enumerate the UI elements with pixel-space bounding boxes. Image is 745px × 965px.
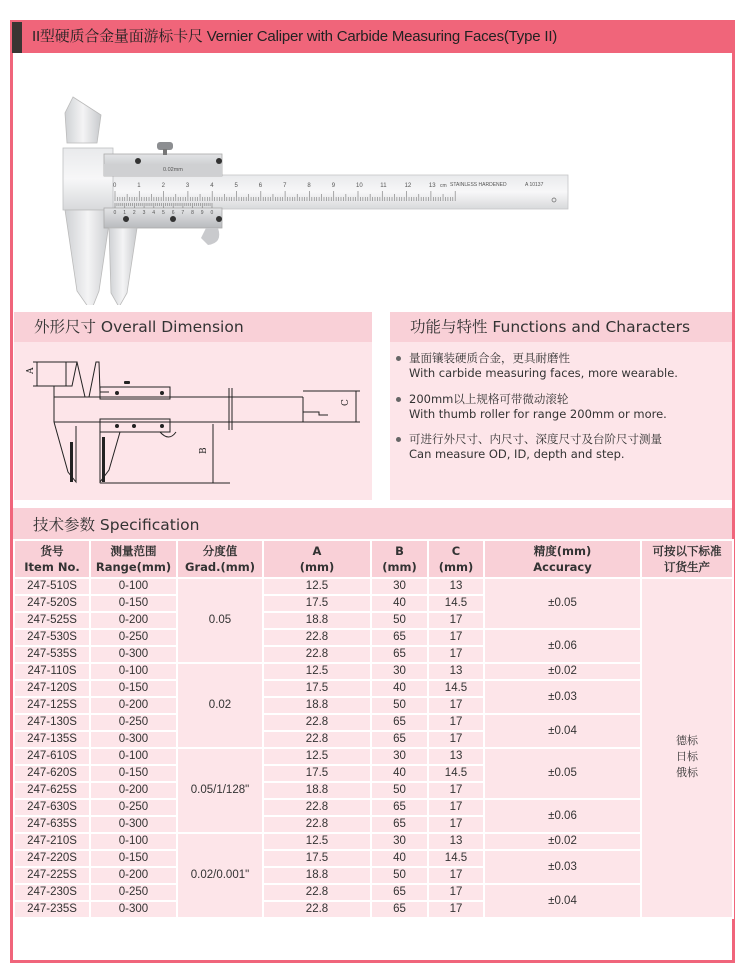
upper-fixed-jaw xyxy=(65,97,101,143)
vernier-scale-number: 7 xyxy=(181,210,185,216)
cell-b: 50 xyxy=(371,782,428,799)
cell-c: 17 xyxy=(428,697,484,714)
feature-zh: 200mm以上规格可带微动滚轮 xyxy=(409,392,569,406)
col-header-range: 测量范围 Range(mm) xyxy=(90,540,177,578)
cell-b: 65 xyxy=(371,629,428,646)
cell-a: 18.8 xyxy=(263,697,371,714)
cell-b: 65 xyxy=(371,646,428,663)
cell-grad: 0.05 xyxy=(177,578,263,663)
cell-c: 17 xyxy=(428,816,484,833)
cell-item-no: 247-530S xyxy=(14,629,90,646)
cell-c: 17 xyxy=(428,629,484,646)
cell-range: 0-250 xyxy=(90,799,177,816)
cell-a: 18.8 xyxy=(263,867,371,884)
vernier-scale-number: 0 xyxy=(113,210,117,216)
cell-a: 17.5 xyxy=(263,595,371,612)
cell-b: 30 xyxy=(371,663,428,680)
thumb-roller xyxy=(157,142,173,150)
cell-a: 17.5 xyxy=(263,850,371,867)
cell-range: 0-150 xyxy=(90,680,177,697)
feature-en: With carbide measuring faces, more wearable. xyxy=(409,366,678,380)
vernier-scale-number: 2 xyxy=(132,210,136,216)
cell-accuracy: ±0.04 xyxy=(484,884,641,918)
cell-range: 0-300 xyxy=(90,731,177,748)
cell-item-no: 247-225S xyxy=(14,867,90,884)
cell-range: 0-200 xyxy=(90,782,177,799)
vernier-scale-number: 4 xyxy=(152,210,156,216)
bullet-icon xyxy=(396,356,401,361)
cell-c: 13 xyxy=(428,663,484,680)
scale-unit: cm xyxy=(440,183,447,189)
cell-a: 17.5 xyxy=(263,765,371,782)
col-header-grad: 分度值 Grad.(mm) xyxy=(177,540,263,578)
product-photo xyxy=(13,53,732,305)
col-header-c: C (mm) xyxy=(428,540,484,578)
feature-en: Can measure OD, ID, depth and step. xyxy=(409,447,625,461)
cell-grad: 0.02 xyxy=(177,663,263,748)
cell-item-no: 247-525S xyxy=(14,612,90,629)
cell-a: 12.5 xyxy=(263,833,371,850)
main-scale-number: 5 xyxy=(234,183,238,189)
cell-c: 13 xyxy=(428,748,484,765)
table-row xyxy=(14,799,733,816)
main-scale-number: 8 xyxy=(307,183,311,189)
cell-item-no: 247-535S xyxy=(14,646,90,663)
cell-c: 17 xyxy=(428,646,484,663)
cell-b: 40 xyxy=(371,680,428,697)
cell-b: 30 xyxy=(371,748,428,765)
vernier-scale-number: 3 xyxy=(142,210,146,216)
main-scale-number: 1 xyxy=(137,183,141,189)
main-scale-number: 13 xyxy=(428,183,436,189)
vernier-scale-number: 9 xyxy=(200,210,204,216)
main-scale-number: 10 xyxy=(356,183,363,189)
col-header-standard: 可按以下标准 订货生产 xyxy=(641,540,733,578)
col-header-a: A (mm) xyxy=(263,540,371,578)
cell-a: 12.5 xyxy=(263,578,371,595)
standard-label: 德标 xyxy=(676,734,698,747)
table-row xyxy=(14,680,733,697)
bullet-icon xyxy=(396,397,401,402)
cell-range: 0-100 xyxy=(90,833,177,850)
title-bar xyxy=(10,20,735,53)
standard-label: 俄标 xyxy=(676,766,698,779)
cell-standards xyxy=(641,578,733,918)
vernier-scale-number: 8 xyxy=(191,210,194,216)
table-row xyxy=(14,629,733,646)
cell-item-no: 247-210S xyxy=(14,833,90,850)
cell-c: 17 xyxy=(428,612,484,629)
cell-b: 65 xyxy=(371,731,428,748)
cell-accuracy: ±0.03 xyxy=(484,850,641,884)
feature-zh: 量面镶装硬质合金，更具耐磨性 xyxy=(409,351,570,365)
table-header-row xyxy=(14,540,733,578)
cell-b: 40 xyxy=(371,595,428,612)
cell-b: 50 xyxy=(371,697,428,714)
cell-grad: 0.02/0.001" xyxy=(177,833,263,918)
cell-b: 65 xyxy=(371,901,428,918)
col-header-item: 货号 Item No. xyxy=(14,540,90,578)
cell-c: 17 xyxy=(428,782,484,799)
feature-item xyxy=(396,392,667,422)
cell-range: 0-100 xyxy=(90,578,177,595)
cell-accuracy: ±0.04 xyxy=(484,714,641,748)
engraving-text: STAINLESS HARDENED xyxy=(450,182,507,188)
cell-item-no: 247-620S xyxy=(14,765,90,782)
cell-b: 65 xyxy=(371,816,428,833)
cell-b: 65 xyxy=(371,714,428,731)
cell-b: 65 xyxy=(371,799,428,816)
cell-item-no: 247-135S xyxy=(14,731,90,748)
main-scale-number: 11 xyxy=(380,183,387,189)
cell-b: 40 xyxy=(371,765,428,782)
table-row xyxy=(14,850,733,867)
cell-item-no: 247-110S xyxy=(14,663,90,680)
cell-c: 14.5 xyxy=(428,680,484,697)
cell-c: 17 xyxy=(428,901,484,918)
cell-range: 0-200 xyxy=(90,697,177,714)
vernier-label: 0.02mm xyxy=(163,167,183,173)
cell-accuracy: ±0.06 xyxy=(484,629,641,663)
cell-range: 0-300 xyxy=(90,901,177,918)
cell-item-no: 247-610S xyxy=(14,748,90,765)
cell-c: 14.5 xyxy=(428,850,484,867)
standard-label: 日标 xyxy=(676,750,698,763)
cell-b: 30 xyxy=(371,578,428,595)
vernier-scale-number: 1 xyxy=(123,210,126,216)
cell-c: 14.5 xyxy=(428,765,484,782)
cell-range: 0-200 xyxy=(90,867,177,884)
cell-item-no: 247-630S xyxy=(14,799,90,816)
cell-item-no: 247-220S xyxy=(14,850,90,867)
cell-range: 0-100 xyxy=(90,663,177,680)
cell-c: 13 xyxy=(428,578,484,595)
cell-b: 40 xyxy=(371,850,428,867)
main-scale-number: 2 xyxy=(161,183,165,189)
cell-a: 22.8 xyxy=(263,816,371,833)
main-scale-number: 9 xyxy=(331,183,336,189)
cell-a: 17.5 xyxy=(263,680,371,697)
table-row xyxy=(14,578,733,595)
spec-table xyxy=(13,539,734,919)
cell-range: 0-300 xyxy=(90,646,177,663)
cell-range: 0-150 xyxy=(90,850,177,867)
table-row xyxy=(14,663,733,680)
cell-accuracy: ±0.02 xyxy=(484,833,641,850)
vernier-scale-number: 5 xyxy=(162,210,165,216)
cell-a: 18.8 xyxy=(263,782,371,799)
cell-item-no: 247-230S xyxy=(14,884,90,901)
cell-a: 22.8 xyxy=(263,646,371,663)
cell-c: 13 xyxy=(428,833,484,850)
main-scale-number: 0 xyxy=(113,183,117,189)
cell-a: 22.8 xyxy=(263,731,371,748)
page-title: II型硬质合金量面游标卡尺 Vernier Caliper with Carbide Measuring Faces(Type II) xyxy=(32,28,558,45)
feature-zh: 可进行外尺寸、内尺寸、深度尺寸及台阶尺寸测量 xyxy=(409,432,662,446)
cell-c: 17 xyxy=(428,867,484,884)
cell-item-no: 247-625S xyxy=(14,782,90,799)
cell-b: 50 xyxy=(371,612,428,629)
dimension-section-title: 外形尺寸 Overall Dimension xyxy=(14,312,372,342)
dimension-label-c: C xyxy=(341,399,351,406)
features-section-title: 功能与特性 Functions and Characters xyxy=(390,312,732,342)
bullet-icon xyxy=(396,437,401,442)
main-scale-number: 6 xyxy=(258,183,263,189)
cell-item-no: 247-120S xyxy=(14,680,90,697)
cell-range: 0-150 xyxy=(90,595,177,612)
cell-accuracy: ±0.06 xyxy=(484,799,641,833)
table-row xyxy=(14,748,733,765)
feature-item xyxy=(396,432,662,462)
cell-range: 0-250 xyxy=(90,629,177,646)
lower-movable-jaw xyxy=(109,228,137,305)
title-accent-block xyxy=(12,22,22,53)
cell-item-no: 247-125S xyxy=(14,697,90,714)
feature-item xyxy=(396,351,678,381)
main-scale-number: 7 xyxy=(283,183,287,189)
table-row xyxy=(14,714,733,731)
cell-range: 0-300 xyxy=(90,816,177,833)
cell-c: 17 xyxy=(428,714,484,731)
col-header-b: B (mm) xyxy=(371,540,428,578)
dimension-label-b: B xyxy=(199,447,209,454)
cell-b: 50 xyxy=(371,867,428,884)
cell-a: 22.8 xyxy=(263,799,371,816)
cell-accuracy: ±0.05 xyxy=(484,578,641,629)
table-row xyxy=(14,884,733,901)
cell-accuracy: ±0.02 xyxy=(484,663,641,680)
spec-section-title: 技术参数 Specification xyxy=(13,508,732,539)
dimension-diagram xyxy=(14,342,372,500)
cell-item-no: 247-235S xyxy=(14,901,90,918)
col-header-accuracy: 精度(mm) Accuracy xyxy=(484,540,641,578)
cell-range: 0-150 xyxy=(90,765,177,782)
cell-grad: 0.05/1/128" xyxy=(177,748,263,833)
cell-item-no: 247-130S xyxy=(14,714,90,731)
main-scale-number: 3 xyxy=(185,183,190,189)
vernier-scale-number: 6 xyxy=(171,210,175,216)
cell-accuracy: ±0.03 xyxy=(484,680,641,714)
dimension-label-a: A xyxy=(26,367,36,374)
cell-item-no: 247-520S xyxy=(14,595,90,612)
caliper-photo-illustration xyxy=(13,53,732,305)
cell-accuracy: ±0.05 xyxy=(484,748,641,799)
cell-range: 0-250 xyxy=(90,714,177,731)
dimension-section-body xyxy=(14,342,372,500)
cell-item-no: 247-635S xyxy=(14,816,90,833)
cell-c: 17 xyxy=(428,799,484,816)
cell-a: 22.8 xyxy=(263,629,371,646)
main-scale-number: 4 xyxy=(210,183,214,189)
cell-c: 17 xyxy=(428,731,484,748)
cell-range: 0-250 xyxy=(90,884,177,901)
cell-a: 18.8 xyxy=(263,612,371,629)
cell-b: 30 xyxy=(371,833,428,850)
cell-b: 65 xyxy=(371,884,428,901)
cell-a: 22.8 xyxy=(263,901,371,918)
feature-en: With thumb roller for range 200mm or more. xyxy=(409,407,667,421)
cell-c: 14.5 xyxy=(428,595,484,612)
main-scale-number: 12 xyxy=(404,183,412,189)
cell-range: 0-100 xyxy=(90,748,177,765)
cell-a: 22.8 xyxy=(263,714,371,731)
cell-item-no: 247-510S xyxy=(14,578,90,595)
cell-a: 12.5 xyxy=(263,663,371,680)
serial-number: A 10137 xyxy=(525,182,544,188)
cell-a: 12.5 xyxy=(263,748,371,765)
cell-range: 0-200 xyxy=(90,612,177,629)
table-row xyxy=(14,833,733,850)
vernier-scale-number: 0 xyxy=(210,210,214,216)
cell-c: 17 xyxy=(428,884,484,901)
cell-a: 22.8 xyxy=(263,884,371,901)
